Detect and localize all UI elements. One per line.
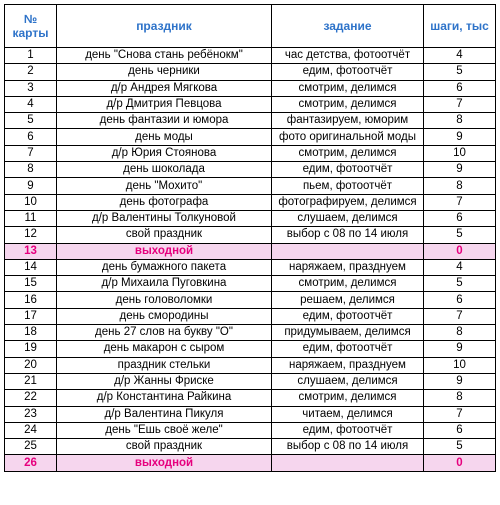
table-row [5,178,496,194]
cell-steps: 9 [424,129,496,145]
cell-task: час детства, фотоотчёт [272,48,424,64]
cell-steps: 4 [424,259,496,275]
cell-card-number: 5 [5,113,57,129]
cell-card-number: 23 [5,406,57,422]
cell-card-number: 1 [5,48,57,64]
cell-task: выбор с 08 по 14 июля [272,227,424,243]
cell-task: едим, фотоотчёт [272,422,424,438]
table-row-dayoff [5,455,496,471]
cell-task: едим, фотоотчёт [272,341,424,357]
cell-card-number: 21 [5,373,57,389]
cell-task: слушаем, делимся [272,210,424,226]
cell-holiday: день моды [57,129,272,145]
cell-holiday: день шоколада [57,162,272,178]
cell-holiday: д/р Валентина Пикуля [57,406,272,422]
cell-holiday: день "Ешь своё желе" [57,422,272,438]
cell-card-number: 26 [5,455,57,471]
cell-steps: 7 [424,406,496,422]
cell-task: фото оригинальной моды [272,129,424,145]
cell-steps: 8 [424,178,496,194]
cell-steps: 9 [424,373,496,389]
cell-card-number: 15 [5,276,57,292]
holiday-schedule-table [4,4,496,472]
cell-card-number: 4 [5,96,57,112]
cell-card-number: 17 [5,308,57,324]
cell-steps: 7 [424,96,496,112]
cell-task: смотрим, делимся [272,80,424,96]
table-row [5,276,496,292]
cell-steps: 5 [424,64,496,80]
table-row [5,48,496,64]
header-task: задание [272,5,424,48]
cell-steps: 6 [424,422,496,438]
cell-card-number: 14 [5,259,57,275]
table-row [5,210,496,226]
cell-task: фотографируем, делимся [272,194,424,210]
table-row [5,422,496,438]
cell-task: фантазируем, юморим [272,113,424,129]
cell-task: едим, фотоотчёт [272,162,424,178]
cell-steps: 8 [424,325,496,341]
cell-holiday: д/р Валентины Толкуновой [57,210,272,226]
cell-card-number: 11 [5,210,57,226]
cell-holiday: день фотографа [57,194,272,210]
table-row [5,325,496,341]
cell-steps: 5 [424,276,496,292]
cell-card-number: 22 [5,390,57,406]
cell-card-number: 7 [5,145,57,161]
cell-task: пьем, фотоотчёт [272,178,424,194]
cell-task [272,243,424,259]
cell-steps: 5 [424,439,496,455]
cell-holiday: день бумажного пакета [57,259,272,275]
table-row [5,373,496,389]
header-card-number-line2: карты [12,26,49,40]
cell-task: слушаем, делимся [272,373,424,389]
cell-holiday: д/р Дмитрия Певцова [57,96,272,112]
table-row [5,308,496,324]
cell-card-number: 12 [5,227,57,243]
cell-task [272,455,424,471]
cell-holiday: выходной [57,243,272,259]
cell-steps: 5 [424,227,496,243]
cell-card-number: 2 [5,64,57,80]
cell-steps: 6 [424,80,496,96]
table-header [5,5,496,48]
cell-steps: 0 [424,243,496,259]
cell-task: придумываем, делимся [272,325,424,341]
cell-card-number: 25 [5,439,57,455]
cell-task: выбор с 08 по 14 июля [272,439,424,455]
cell-holiday: день 27 слов на букву "О" [57,325,272,341]
cell-card-number: 13 [5,243,57,259]
table-row [5,113,496,129]
table-row [5,64,496,80]
cell-holiday: день "Снова стань ребёнокм" [57,48,272,64]
cell-card-number: 18 [5,325,57,341]
cell-card-number: 20 [5,357,57,373]
cell-task: решаем, делимся [272,292,424,308]
cell-card-number: 3 [5,80,57,96]
cell-steps: 10 [424,145,496,161]
cell-steps: 9 [424,162,496,178]
cell-task: смотрим, делимся [272,145,424,161]
table-row [5,145,496,161]
cell-steps: 0 [424,455,496,471]
cell-holiday: выходной [57,455,272,471]
cell-steps: 4 [424,48,496,64]
cell-card-number: 19 [5,341,57,357]
table-row [5,96,496,112]
table-row [5,390,496,406]
table-body [5,48,496,472]
table-row [5,162,496,178]
table-row [5,194,496,210]
cell-steps: 6 [424,210,496,226]
table-row [5,259,496,275]
table-row-dayoff [5,243,496,259]
cell-holiday: день головоломки [57,292,272,308]
table-row [5,227,496,243]
cell-task: читаем, делимся [272,406,424,422]
cell-steps: 8 [424,390,496,406]
table-row [5,406,496,422]
cell-card-number: 8 [5,162,57,178]
cell-card-number: 24 [5,422,57,438]
cell-holiday: д/р Андрея Мягкова [57,80,272,96]
cell-card-number: 9 [5,178,57,194]
cell-steps: 8 [424,113,496,129]
cell-holiday: день черники [57,64,272,80]
cell-task: едим, фотоотчёт [272,308,424,324]
cell-steps: 9 [424,341,496,357]
cell-task: смотрим, делимся [272,276,424,292]
header-steps: шаги, тыс [424,5,496,48]
table-row [5,357,496,373]
cell-card-number: 16 [5,292,57,308]
cell-task: наряжаем, празднуем [272,259,424,275]
cell-holiday: д/р Юрия Стоянова [57,145,272,161]
cell-steps: 7 [424,308,496,324]
table-row [5,80,496,96]
cell-holiday: праздник стельки [57,357,272,373]
cell-holiday: д/р Константина Райкина [57,390,272,406]
header-row [5,5,496,48]
cell-steps: 7 [424,194,496,210]
cell-steps: 6 [424,292,496,308]
cell-task: едим, фотоотчёт [272,64,424,80]
cell-task: наряжаем, празднуем [272,357,424,373]
schedule-table-container [4,4,496,472]
cell-card-number: 6 [5,129,57,145]
cell-holiday: день "Мохито" [57,178,272,194]
cell-holiday: день фантазии и юмора [57,113,272,129]
cell-holiday: свой праздник [57,439,272,455]
table-row [5,129,496,145]
table-row [5,439,496,455]
cell-card-number: 10 [5,194,57,210]
cell-task: смотрим, делимся [272,390,424,406]
cell-holiday: день смородины [57,308,272,324]
cell-holiday: д/р Жанны Фриске [57,373,272,389]
header-card-number-line1: № [23,12,38,26]
cell-task: смотрим, делимся [272,96,424,112]
table-row [5,292,496,308]
cell-holiday: д/р Михаила Пуговкина [57,276,272,292]
header-card-number [5,5,57,48]
header-holiday: праздник [57,5,272,48]
cell-holiday: свой праздник [57,227,272,243]
table-row [5,341,496,357]
cell-steps: 10 [424,357,496,373]
cell-holiday: день макарон с сыром [57,341,272,357]
